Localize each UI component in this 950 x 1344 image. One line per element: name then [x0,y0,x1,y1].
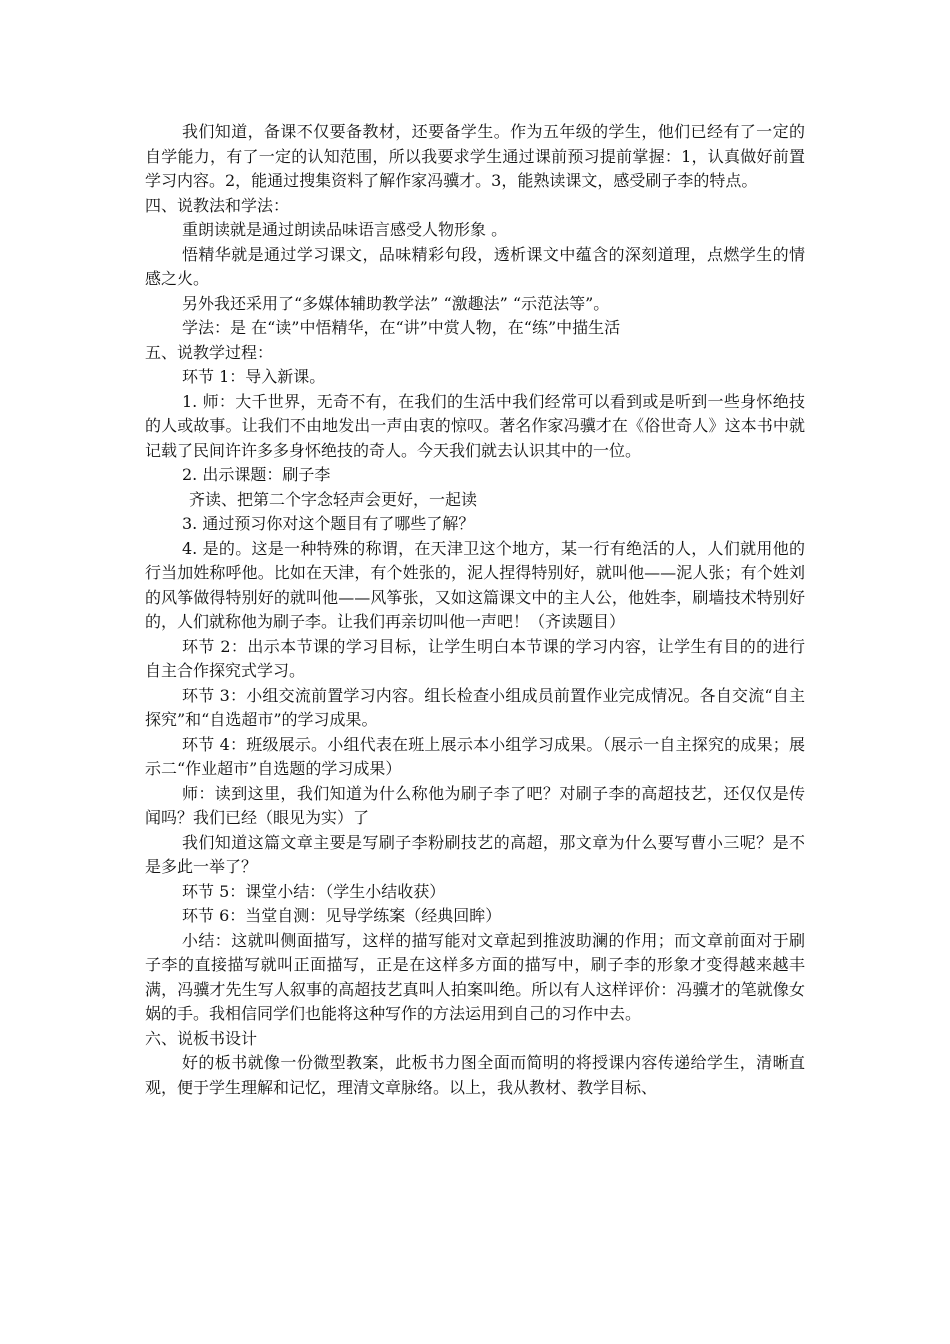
paragraph-question: 我们知道这篇文章主要是写刷子李粉刷技艺的高超，那文章为什么要写曹小三呢？是不是多此一举了？ [145,832,805,876]
heading-board-design: 六、说板书设计 [145,1028,258,1048]
paragraph-read-together: 齐读、把第二个字念轻声会更好，一起读 [189,489,478,509]
paragraph-essence: 悟精华就是通过学习课文，品味精彩句段，透析课文中蕴含的深刻道理，点燃学生的情感之火。 [145,244,805,288]
paragraph-board: 好的板书就像一份微型教案，此板书力图全面而简明的将授课内容传递给学生，清晰直观，便于学生理解和记忆，理清文章脉络。以上，我从教材、教学目标、 [145,1053,805,1097]
paragraph-intro-1: 1. 师：大千世界，无奇不有，在我们的生活中我们经常可以看到或是听到一些身怀绝技的人或故事。让我们不由地发出一声由衷的惊叹。著名作家冯骥才在《俗世奇人》这本书中就记载了民间许许多多身怀绝技的奇人。今天我们就去认识其中的一位。 [145,391,805,460]
paragraph-intro-3: 3. 通过预习你对这个题目有了哪些了解？ [182,514,475,533]
paragraph-other-methods: 另外我还采用了“多媒体辅助教学法” “激趣法” “示范法等”。 [182,293,610,313]
paragraph-intro-4: 4. 是的。这是一种特殊的称谓，在天津卫这个地方，某一行有绝活的人，人们就用他的行当加姓称呼他。比如在天津，有个姓张的，泥人捏得特别好，就叫他——泥人张；有个姓刘的风筝做得特别好的就叫他——风筝张，又如这篇课文中的主人公，他姓李，刷墙技术特别好的，人们就称他为刷子李。让我们再亲切叫他一声吧！（齐读题目） [145,538,805,631]
paragraph-summary: 小结：这就叫侧面描写，这样的描写能对文章起到推波助澜的作用；而文章前面对于刷子李的直接描写就叫正面描写，正是在这样多方面的描写中，刷子李的形象才变得越来越丰满，冯骥才先生写人叙事的高超技艺真叫人拍案叫绝。所以有人这样评价：冯骥才的笔就像女娲的手。我相信同学们也能将这种写作的方法运用到自己的习作中去。 [145,930,805,1023]
paragraph-intro-2: 2. 出示课题：刷子李 [182,465,331,484]
paragraph-learning-method: 学法：是 在“读”中悟精华，在“讲”中赏人物，在“练”中描生活 [182,318,621,337]
paragraph-step-1: 环节 1：导入新课。 [182,367,326,386]
paragraph-teacher: 师：读到这里，我们知道为什么称他为刷子李了吧？对刷子李的高超技艺，还仅仅是传闻吗？我们已经（眼见为实）了 [145,783,805,827]
heading-methods: 四、说教法和学法： [145,195,290,215]
paragraph-step-4: 环节 4：班级展示。小组代表在班上展示本小组学习成果。（展示一自主探究的成果；展示二“作业超市”自选题的学习成果） [145,734,805,778]
paragraph-step-2: 环节 2：出示本节课的学习目标，让学生明白本节课的学习内容，让学生有目的的进行自主合作探究式学习。 [145,636,805,680]
paragraph-step-6: 环节 6：当堂自测：见导学练案（经典回眸） [182,906,502,925]
paragraph-step-5: 环节 5：课堂小结：（学生小结收获） [182,881,446,901]
heading-process: 五、说教学过程： [145,342,274,362]
document-page [145,120,805,1100]
paragraph-preparation: 我们知道，备课不仅要备教材，还要备学生。作为五年级的学生，他们已经有了一定的自学能力，有了一定的认知范围，所以我要求学生通过课前预习提前掌握：1，认真做好前置学习内容。2，能通过搜集资料了解作家冯骥才。3，能熟读课文，感受刷子李的特点。 [145,122,805,190]
paragraph-reading: 重朗读就是通过朗读品味语言感受人物形象 。 [182,220,508,239]
paragraph-step-3: 环节 3：小组交流前置学习内容。组长检查小组成员前置作业完成情况。各自交流“自主探究”和“自选超市”的学习成果。 [145,685,805,729]
